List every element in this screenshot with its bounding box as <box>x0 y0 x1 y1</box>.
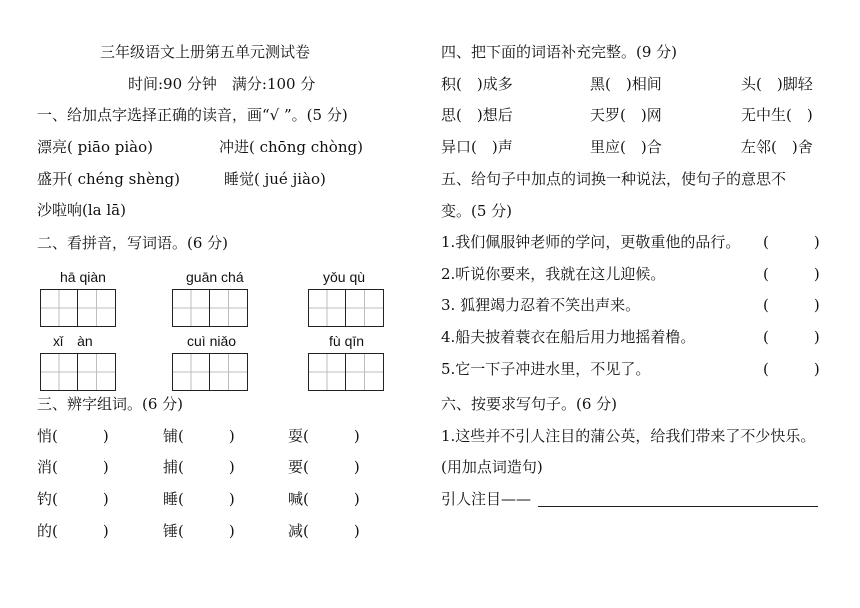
idiom-item: 异口( )声 <box>441 138 513 156</box>
writing-grid[interactable] <box>172 353 248 391</box>
pinyin-label: cuì niǎo <box>187 333 237 349</box>
answer-paren: ( ) <box>763 233 820 251</box>
writing-cell[interactable] <box>172 289 210 327</box>
page-title: 三年级语文上册第五单元测试卷 <box>100 43 311 61</box>
answer-line[interactable] <box>538 506 818 507</box>
pinyin-label: yǒu qù <box>323 269 366 285</box>
word-group-item: 减( ) <box>288 522 360 540</box>
word-group-item: 捕( ) <box>163 458 235 476</box>
writing-cell[interactable] <box>346 289 384 327</box>
section5-heading-cont: 变。(5 分) <box>441 202 513 220</box>
section4-heading: 四、把下面的词语补充完整。(9 分) <box>441 43 678 61</box>
writing-grid[interactable] <box>40 353 116 391</box>
idiom-item: 里应( )合 <box>590 138 662 156</box>
answer-prefix: 引人注目—— <box>441 490 532 508</box>
writing-cell[interactable] <box>78 289 116 327</box>
instruction-note: (用加点词造句) <box>441 458 543 476</box>
section6-heading: 六、按要求写句子。(6 分) <box>441 395 618 413</box>
idiom-item: 头( )脚轻 <box>741 75 813 93</box>
idiom-item: 积( )成多 <box>441 75 513 93</box>
answer-paren: ( ) <box>763 265 820 283</box>
writing-grid[interactable] <box>172 289 248 327</box>
reading-item: 漂亮( piāo piào) <box>37 138 153 156</box>
section2-heading: 二、看拼音，写词语。(6 分) <box>37 234 229 252</box>
reading-item: 沙啦响(la lā) <box>37 201 126 219</box>
word-group-item: 钓( ) <box>37 490 109 508</box>
sentence-item: 3. 狐狸竭力忍着不笑出声来。 <box>441 296 641 314</box>
writing-cell[interactable] <box>172 353 210 391</box>
writing-grid[interactable] <box>308 353 384 391</box>
word-group-item: 要( ) <box>288 458 360 476</box>
sentence-item: 1.我们佩服钟老师的学问，更敬重他的品行。 <box>441 233 741 251</box>
writing-cell[interactable] <box>78 353 116 391</box>
idiom-item: 无中生( ) <box>741 106 813 124</box>
pinyin-label: fù qīn <box>329 333 365 349</box>
section3-heading: 三、辨字组词。(6 分) <box>37 395 184 413</box>
idiom-item: 天罗( )网 <box>590 106 662 124</box>
pinyin-label: guān chá <box>186 269 244 285</box>
time-score: 时间:90 分钟 满分:100 分 <box>128 75 316 93</box>
answer-paren: ( ) <box>763 328 820 346</box>
writing-cell[interactable] <box>210 289 248 327</box>
sentence-item: 4.船夫披着蓑衣在船后用力地摇着橹。 <box>441 328 696 346</box>
idiom-item: 黑( )相间 <box>590 75 662 93</box>
writing-grid[interactable] <box>40 289 116 327</box>
writing-cell[interactable] <box>40 353 78 391</box>
reading-item: 冲进( chōng chòng) <box>219 138 363 156</box>
writing-grid[interactable] <box>308 289 384 327</box>
pinyin-label: hā qiàn <box>60 269 106 285</box>
answer-paren: ( ) <box>763 360 820 378</box>
reading-item: 盛开( chéng shèng) <box>37 170 180 188</box>
writing-cell[interactable] <box>210 353 248 391</box>
sentence-item: 1.这些并不引人注目的蒲公英，给我们带来了不少快乐。 <box>441 427 816 445</box>
answer-paren: ( ) <box>763 296 820 314</box>
section5-heading: 五、给句子中加点的词换一种说法，使句子的意思不 <box>441 170 787 188</box>
idiom-item: 左邻( )舍 <box>741 138 813 156</box>
sentence-item: 2.听说你要来，我就在这儿迎候。 <box>441 265 666 283</box>
sentence-item: 5.它一下子冲进水里，不见了。 <box>441 360 651 378</box>
writing-cell[interactable] <box>40 289 78 327</box>
writing-cell[interactable] <box>308 289 346 327</box>
word-group-item: 耍( ) <box>288 427 360 445</box>
word-group-item: 喊( ) <box>288 490 360 508</box>
word-group-item: 锤( ) <box>163 522 235 540</box>
writing-cell[interactable] <box>346 353 384 391</box>
pinyin-label: xǐ àn <box>53 333 93 349</box>
word-group-item: 消( ) <box>37 458 109 476</box>
word-group-item: 睡( ) <box>163 490 235 508</box>
word-group-item: 铺( ) <box>163 427 235 445</box>
word-group-item: 悄( ) <box>37 427 109 445</box>
word-group-item: 的( ) <box>37 522 109 540</box>
writing-cell[interactable] <box>308 353 346 391</box>
reading-item: 睡觉( jué jiào) <box>224 170 326 188</box>
section1-heading: 一、给加点字选择正确的读音，画“√ ”。(5 分) <box>37 106 348 124</box>
idiom-item: 思( )想后 <box>441 106 513 124</box>
